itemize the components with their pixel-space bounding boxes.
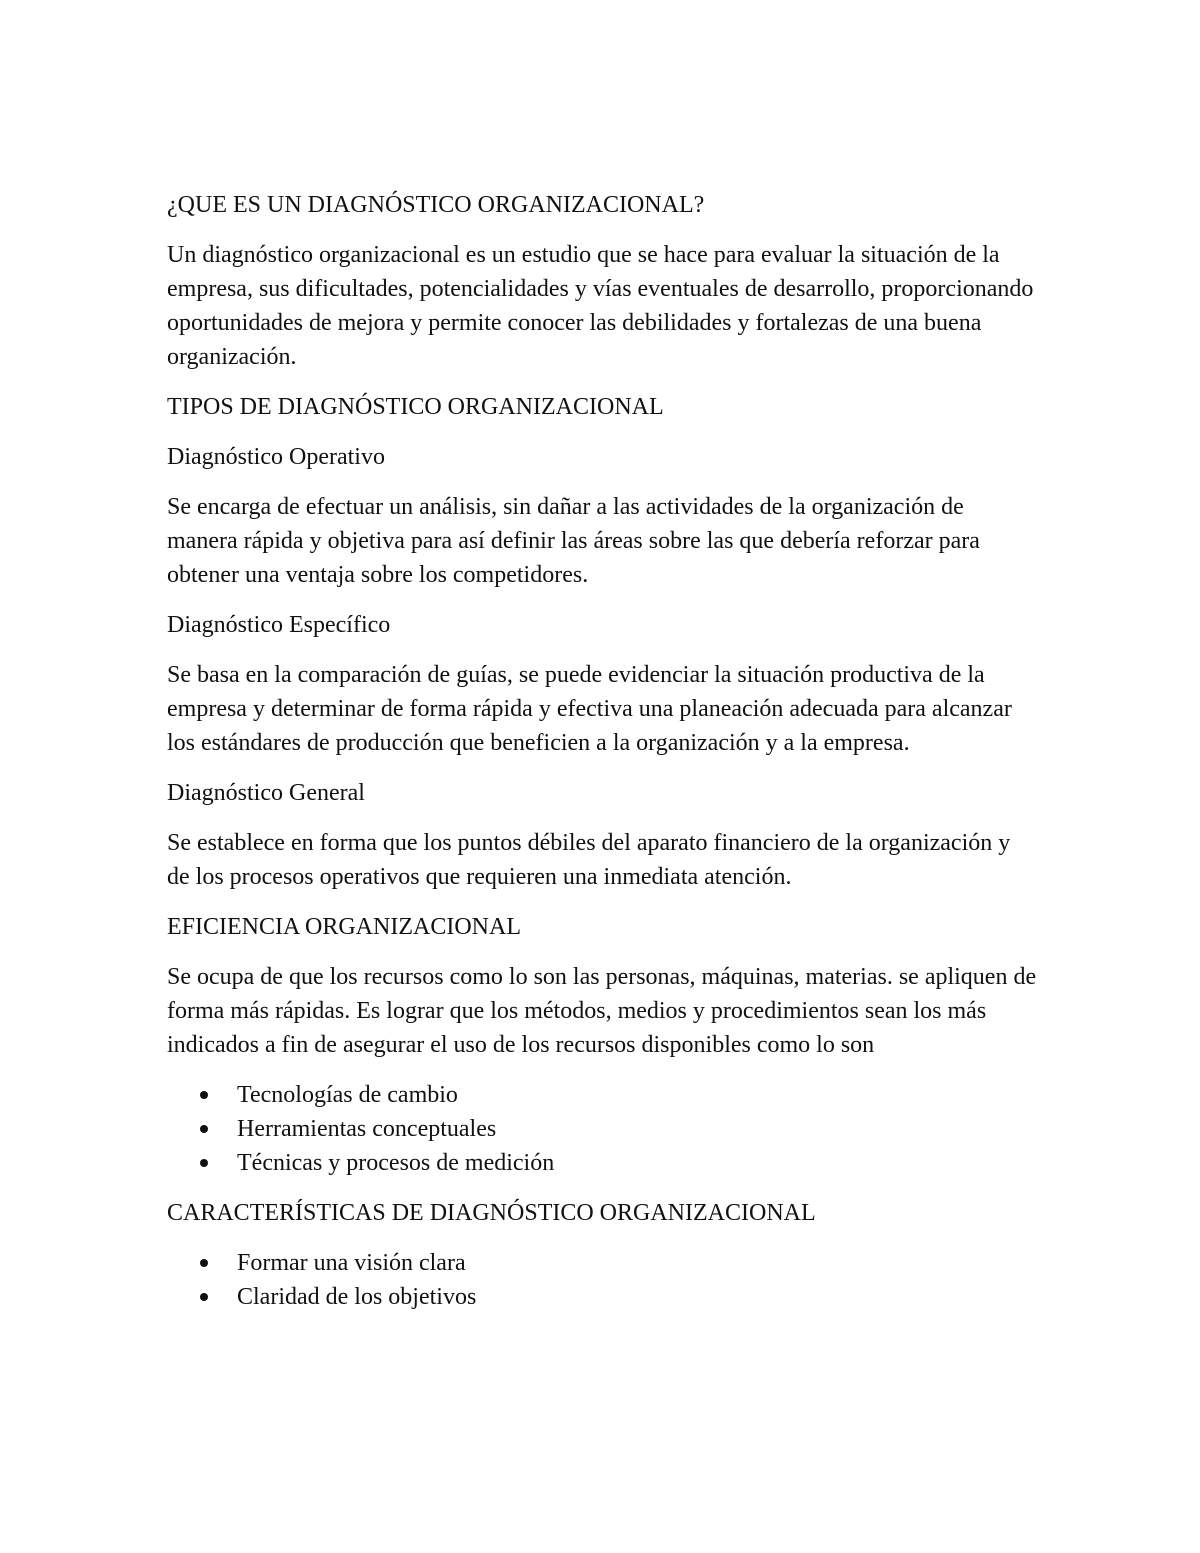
efficiency-paragraph: Se ocupa de que los recursos como lo son las personas, máquinas, materias. se apliquen de forma más rápidas. Es lograr que los métodos, medios y procedimientos sean los más indicados a fin de asegurar el uso de los recursos disponibles como lo son	[167, 964, 1037, 1058]
list-item-text: Herramientas conceptuales	[237, 1116, 497, 1142]
efficiency-list	[167, 1078, 1037, 1180]
bullet-icon	[200, 1259, 208, 1267]
document-title: ¿QUE ES UN DIAGNÓSTICO ORGANIZACIONAL?	[167, 192, 705, 218]
type-description-especifico: Se basa en la comparación de guías, se puede evidenciar la situación productiva de la empresa y determinar de forma rápida y efectiva una planeación adecuada para alcanzar los estándares de producción que beneficien a la organización y a la empresa.	[167, 662, 1012, 756]
list-item	[167, 1146, 1037, 1180]
characteristics-list	[167, 1246, 1037, 1314]
type-name-especifico: Diagnóstico Específico	[167, 612, 391, 638]
types-heading: TIPOS DE DIAGNÓSTICO ORGANIZACIONAL	[167, 394, 664, 420]
list-item	[167, 1280, 1037, 1314]
list-item-text: Claridad de los objetivos	[237, 1284, 477, 1310]
bullet-icon	[200, 1091, 208, 1099]
list-item-text: Tecnologías de cambio	[237, 1082, 458, 1108]
characteristics-heading: CARACTERÍSTICAS DE DIAGNÓSTICO ORGANIZACIONAL	[167, 1200, 816, 1226]
list-item	[167, 1112, 1037, 1146]
bullet-icon	[200, 1125, 208, 1133]
type-description-operativo: Se encarga de efectuar un análisis, sin dañar a las actividades de la organización de manera rápida y objetiva para así definir las áreas sobre las que debería reforzar para obtener una ventaja sobre los competidores.	[167, 494, 980, 588]
intro-paragraph: Un diagnóstico organizacional es un estudio que se hace para evaluar la situación de la empresa, sus dificultades, potencialidades y vías eventuales de desarrollo, proporcionando oportunidades de mejora y permite conocer las debilidades y fortalezas de una buena organización.	[167, 242, 1034, 370]
type-description-general: Se establece en forma que los puntos débiles del aparato financiero de la organización y de los procesos operativos que requieren una inmediata atención.	[167, 830, 1011, 890]
bullet-icon	[200, 1293, 208, 1301]
efficiency-heading: EFICIENCIA ORGANIZACIONAL	[167, 914, 521, 940]
list-item-text: Formar una visión clara	[237, 1250, 466, 1276]
list-item	[167, 1246, 1037, 1280]
bullet-icon	[200, 1159, 208, 1167]
list-item-text: Técnicas y procesos de medición	[237, 1150, 555, 1176]
document-body	[167, 188, 1037, 1330]
list-item	[167, 1078, 1037, 1112]
type-name-general: Diagnóstico General	[167, 780, 365, 806]
type-name-operativo: Diagnóstico Operativo	[167, 444, 385, 470]
